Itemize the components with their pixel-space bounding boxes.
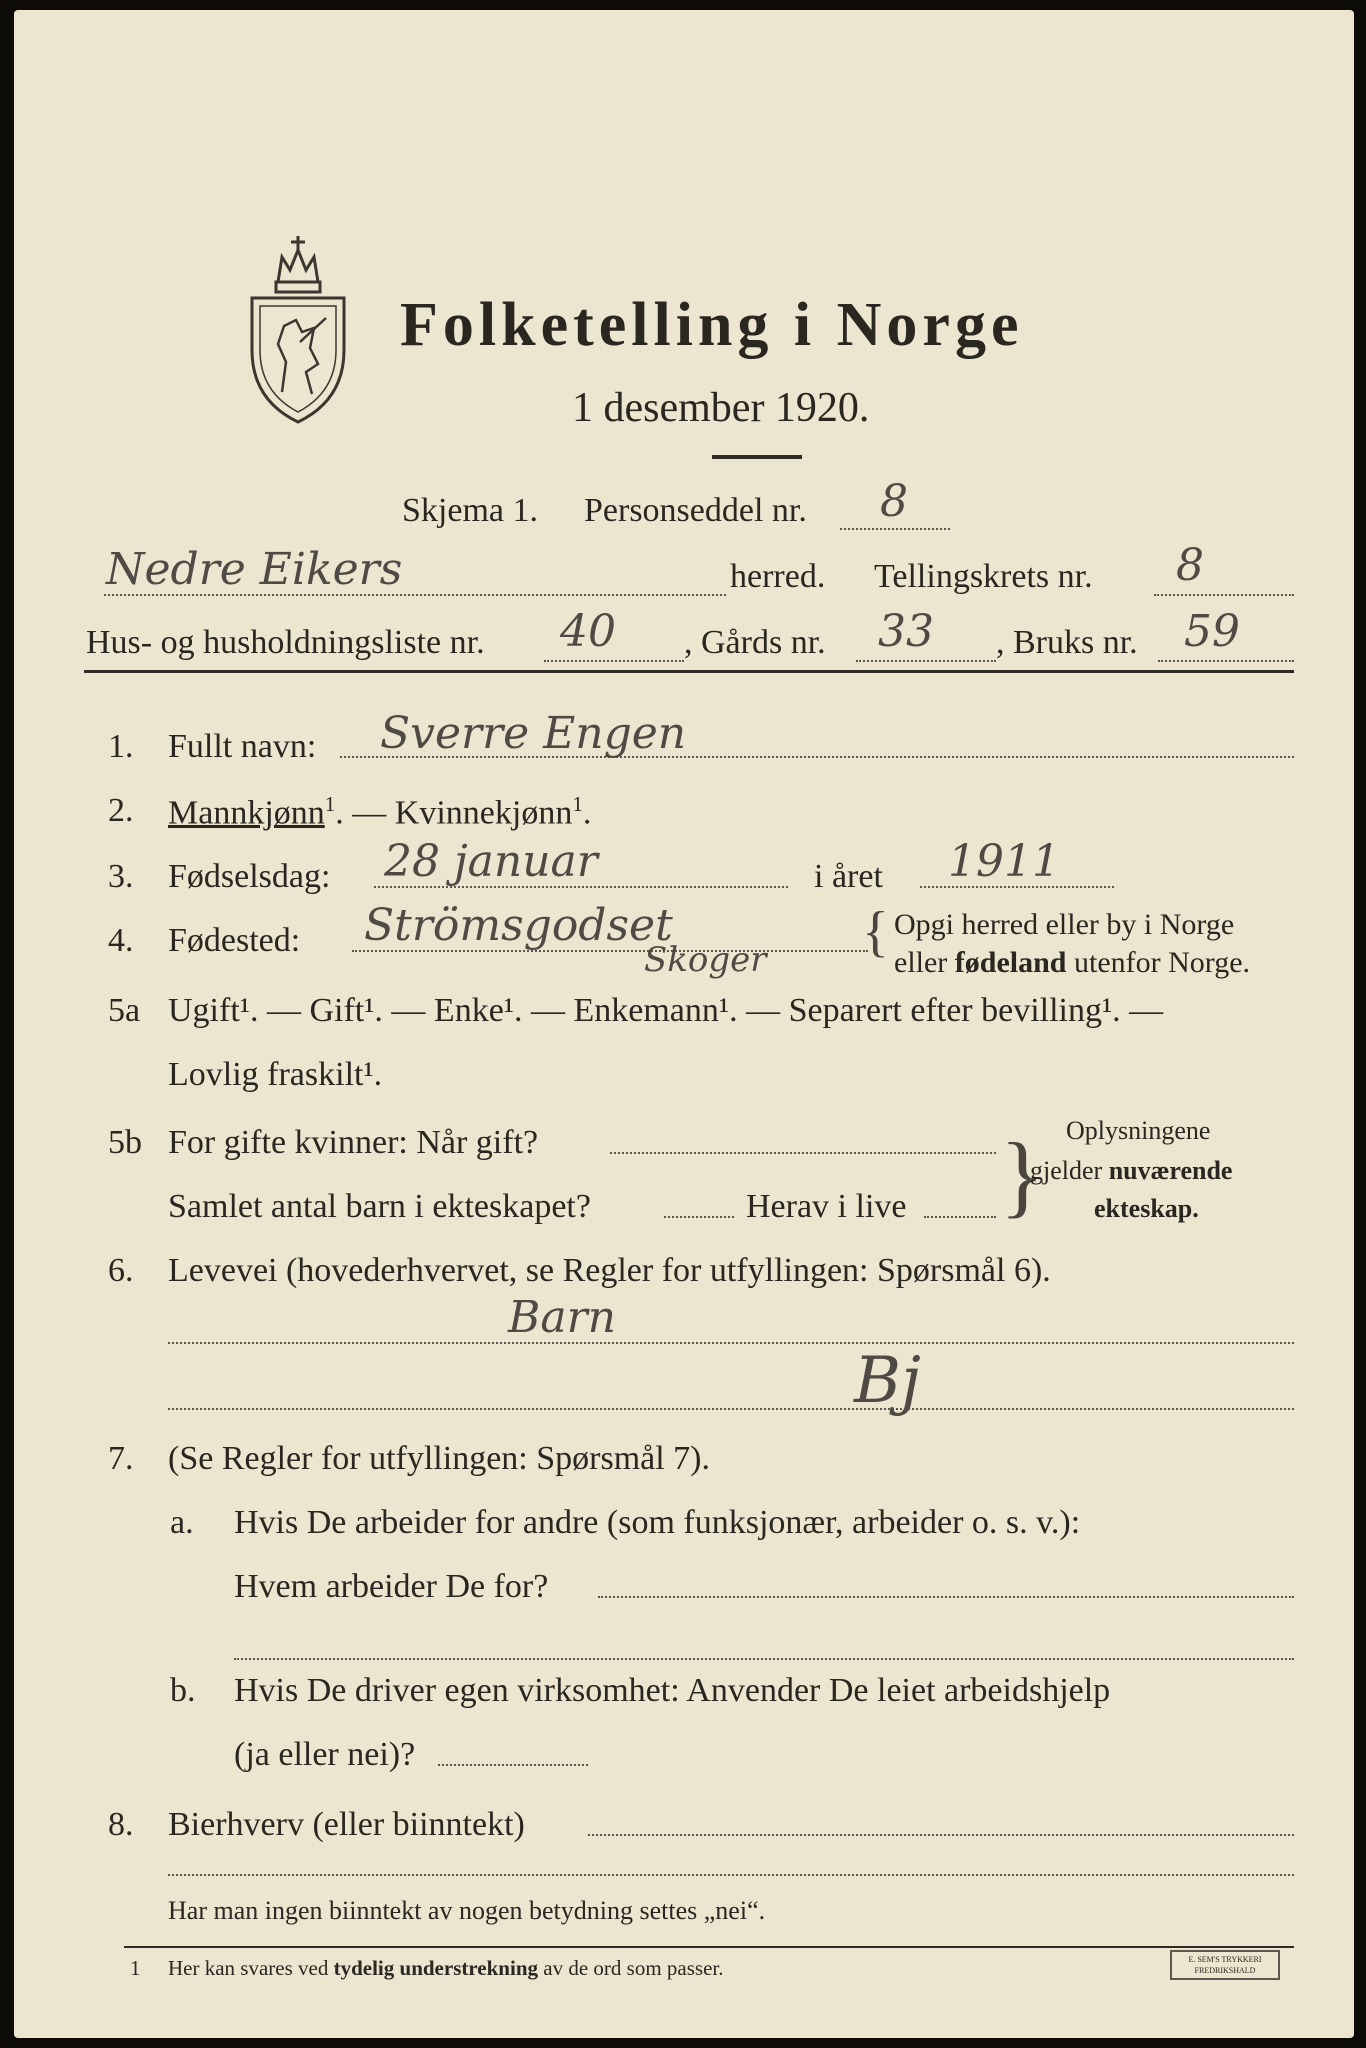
q1-number: 1. — [108, 728, 134, 765]
q7a-line-1: Hvis De arbeider for andre (som funksjonær, arbeider o. s. v.): — [234, 1504, 1081, 1541]
footnote-bold: tydelig understrekning — [333, 1956, 539, 1980]
gards-label: , Gårds nr. — [684, 624, 826, 661]
tellingskrets-label: Tellingskrets nr. — [874, 558, 1093, 595]
census-date: 1 desember 1920. — [572, 385, 870, 431]
q4-number: 4. — [108, 922, 134, 959]
gards-value: 33 — [878, 606, 934, 657]
footnote-number: 1 — [130, 1956, 141, 1980]
q1-label: Fullt navn: — [168, 728, 317, 765]
q5a-number: 5a — [108, 992, 141, 1029]
herred-value: Nedre Eikers — [106, 544, 403, 595]
note-2-pre: eller — [894, 946, 955, 979]
q7b-line-2: (ja eller nei)? — [234, 1736, 416, 1773]
q3-label: Fødselsdag: — [168, 858, 331, 895]
occupation-value: Barn — [508, 1292, 616, 1343]
section-divider — [84, 670, 1294, 673]
q6-number: 6. — [108, 1252, 134, 1289]
q2-end: . — [582, 794, 592, 832]
husliste-value: 40 — [560, 606, 616, 657]
q3-number: 3. — [108, 858, 134, 895]
census-form — [14, 10, 1354, 2038]
q7-label: (Se Regler for utfyllingen: Spørsmål 7). — [168, 1440, 711, 1477]
q5a-line-1: Ugift¹. — Gift¹. — Enke¹. — Enkemann¹. — Separert efter bevilling¹. — — [168, 992, 1164, 1029]
personseddel-value: 8 — [880, 476, 908, 527]
employer-line — [598, 1596, 1294, 1598]
q5b-label-3: Herav i live — [746, 1188, 907, 1225]
side-income-line-2 — [168, 1874, 1294, 1876]
hired-help-line — [438, 1764, 588, 1766]
q5b-label-1: For gifte kvinner: Når gift? — [168, 1124, 539, 1161]
occupation-line-1 — [168, 1342, 1294, 1344]
q7a-line-2: Hvem arbeider De for? — [234, 1568, 549, 1605]
gards-line — [856, 660, 996, 662]
form-title: Folketelling i Norge — [400, 291, 1024, 359]
male-option: Mannkjønn — [168, 794, 325, 832]
note-5b-bold: nuværende — [1108, 1156, 1233, 1185]
footnote-pre: Her kan svares ved — [168, 1956, 334, 1980]
bruks-line — [1158, 660, 1294, 662]
birthday-value: 28 januar — [384, 836, 598, 887]
female-option: Kvinnekjønn — [394, 794, 573, 832]
printer-stamp — [1170, 1950, 1280, 1980]
coat-of-arms-icon — [240, 222, 356, 432]
bruks-label: , Bruks nr. — [996, 624, 1138, 661]
q2-number: 2. — [108, 792, 134, 829]
husliste-label: Hus- og husholdningsliste nr. — [86, 624, 485, 661]
q5b-note-3: ekteskap. — [1094, 1194, 1199, 1223]
footnote-post: av de ord som passer. — [538, 1956, 724, 1980]
birth-year-value: 1911 — [948, 836, 1060, 887]
stamp-line-2: FREDRIKSHALD — [1194, 1966, 1256, 1975]
full-name-value: Sverre Engen — [380, 708, 687, 759]
occupation-code-mark: Bj — [854, 1344, 921, 1418]
birthplace-value: Strömsgodset — [364, 900, 673, 951]
year-label: i året — [814, 858, 883, 895]
tellingskrets-line — [1154, 594, 1294, 596]
q5a-line-2: Lovlig fraskilt¹. — [168, 1056, 383, 1093]
husliste-line — [544, 660, 684, 662]
q5b-note-2 — [1030, 1156, 1232, 1186]
married-when-line — [610, 1152, 996, 1154]
q8-number: 8. — [108, 1806, 134, 1843]
q5b-note-1: Oplysningene — [1066, 1116, 1211, 1145]
q2-separator: . — — [335, 794, 395, 832]
note-5b-pre: gjelder — [1030, 1156, 1109, 1185]
note-2-bold: fødeland — [954, 946, 1067, 979]
herred-line — [104, 594, 726, 596]
bruks-value: 59 — [1184, 606, 1240, 657]
occupation-line-2 — [168, 1408, 1294, 1410]
q7b-line-1: Hvis De driver egen virksomhet: Anvender De leiet arbeidshjelp — [234, 1672, 1111, 1709]
brace-5b-icon: } — [1000, 1124, 1045, 1226]
q6-label: Levevei (hovederhvervet, se Regler for utfyllingen: Spørsmål 6). — [168, 1252, 1051, 1289]
birthplace-value-2: Skoger — [644, 940, 767, 980]
q5b-number: 5b — [108, 1124, 142, 1161]
footer-divider — [124, 1946, 1294, 1948]
birthplace-note-2 — [894, 946, 1250, 980]
personseddel-label: Personseddel nr. — [584, 492, 807, 529]
birthplace-note-1: Opgi herred eller by i Norge — [894, 908, 1235, 941]
q7-number: 7. — [108, 1440, 134, 1477]
children-line — [664, 1216, 734, 1218]
q8-label: Bierhverv (eller biinntekt) — [168, 1806, 525, 1843]
q5b-label-2: Samlet antal barn i ekteskapet? — [168, 1188, 591, 1225]
alive-line — [924, 1216, 996, 1218]
schema-label: Skjema 1. — [402, 492, 538, 529]
herred-label: herred. — [730, 558, 826, 595]
footnote-text — [168, 1956, 723, 1981]
tellingskrets-value: 8 — [1176, 540, 1204, 591]
brace-icon: { — [862, 901, 889, 963]
side-income-line — [588, 1834, 1294, 1836]
q2-options: Mannkjønn$^1$. — Kvinnekjønn$^1$. — [168, 792, 592, 832]
q7a-number: a. — [170, 1504, 194, 1541]
title-divider — [712, 455, 802, 459]
q7b-number: b. — [170, 1672, 196, 1709]
income-note: Har man ingen biinntekt av nogen betydning settes „nei“. — [168, 1896, 766, 1925]
note-2-post: utenfor Norge. — [1066, 946, 1251, 979]
stamp-line-1: E. SEM'S TRYKKERI — [1188, 1955, 1262, 1964]
q4-label: Fødested: — [168, 922, 301, 959]
employer-line-2 — [234, 1658, 1294, 1660]
personseddel-line — [840, 528, 950, 530]
